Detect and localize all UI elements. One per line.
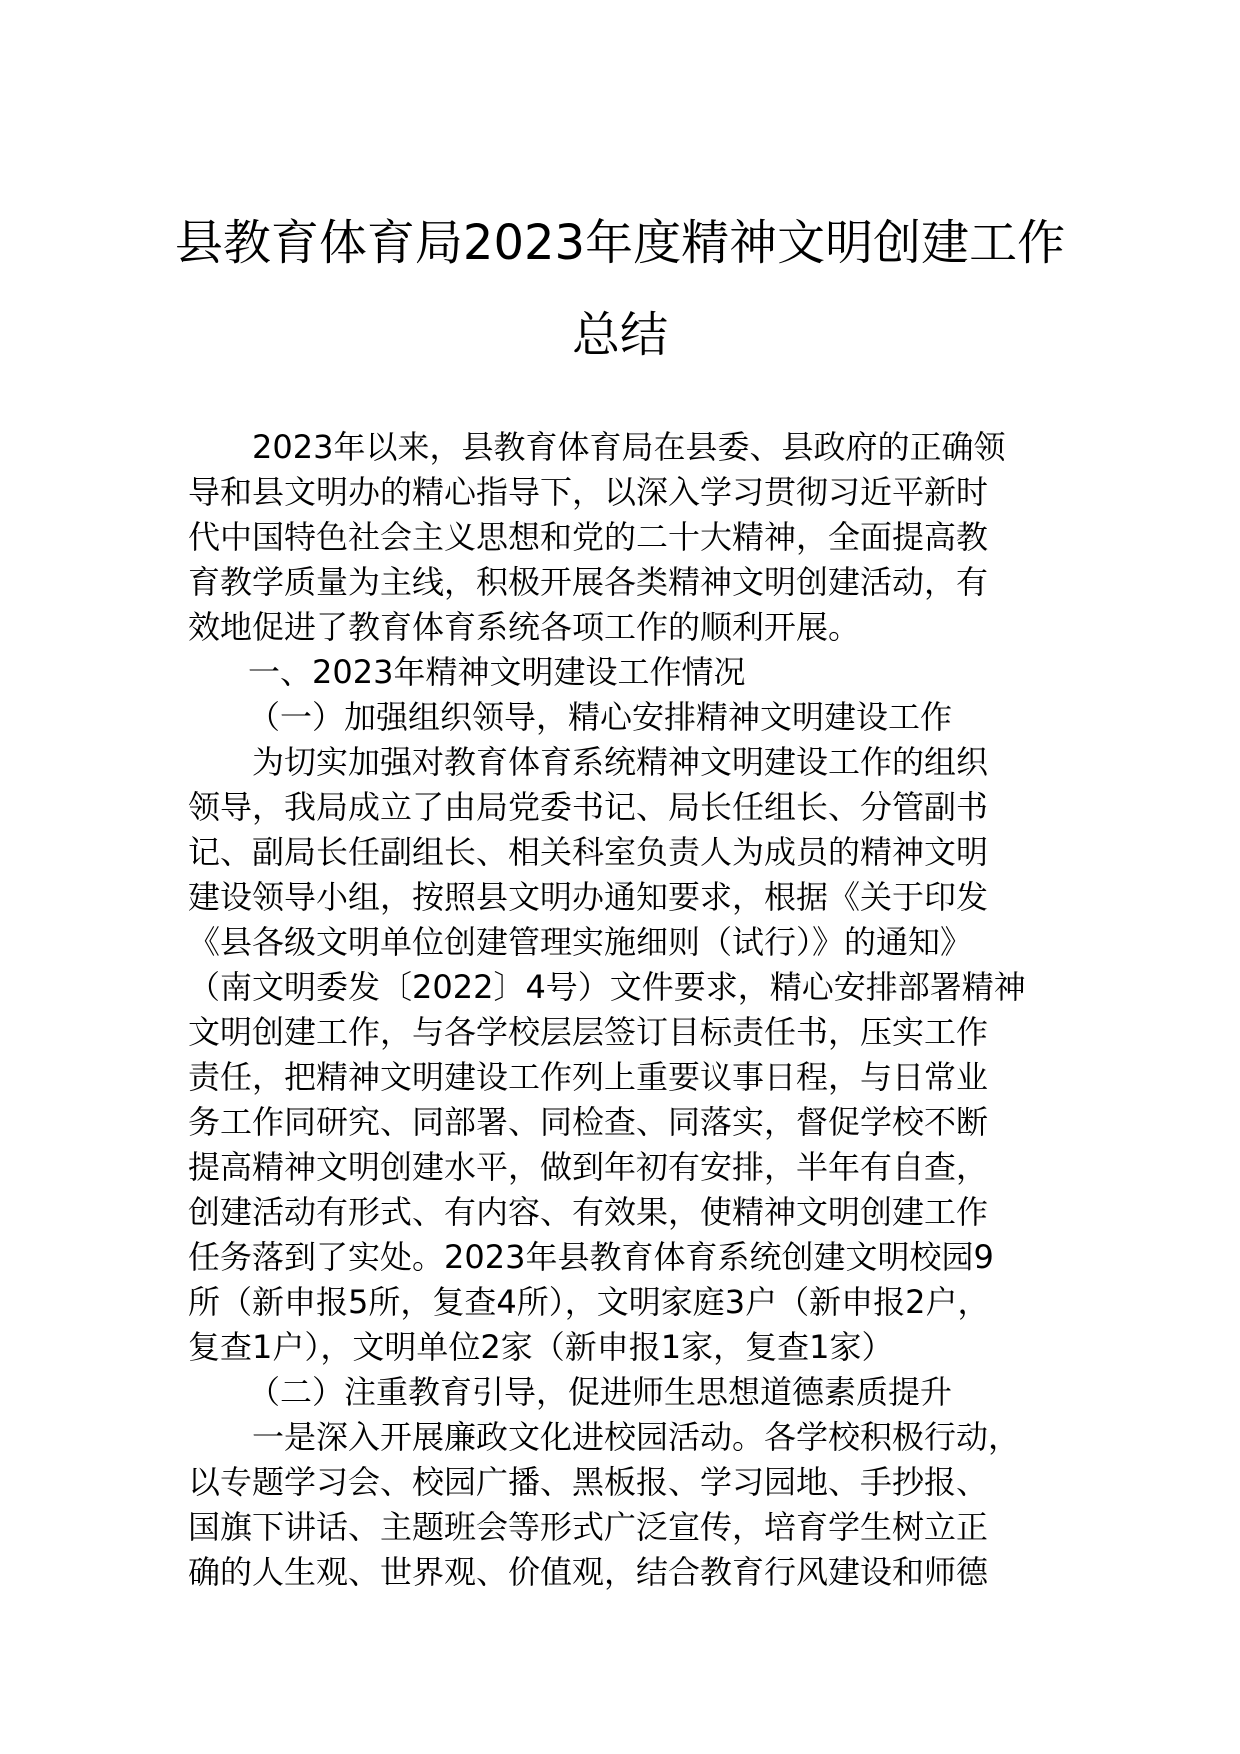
paragraph-line: 建设领导小组，按照县文明办通知要求，根据《关于印发 [188, 878, 989, 916]
paragraph-line: 提高精神文明创建水平，做到年初有安排，半年有自查， [188, 1148, 989, 1186]
paragraph-line: 导和县文明办的精心指导下，以深入学习贯彻习近平新时 [188, 473, 989, 511]
paragraph-line: 代中国特色社会主义思想和党的二十大精神，全面提高教 [188, 518, 989, 556]
paragraph-line: 所（新申报5所，复查4所），文明家庭3户（新申报2户， [188, 1283, 990, 1321]
paragraph-line: 为切实加强对教育体育系统精神文明建设工作的组织 [252, 743, 989, 781]
paragraph-line: 以专题学习会、校园广播、黑板报、学习园地、手抄报、 [188, 1463, 989, 1501]
paragraph-line: 一是深入开展廉政文化进校园活动。各学校积极行动， [252, 1418, 1021, 1456]
paragraph-line: 效地促进了教育体育系统各项工作的顺利开展。 [188, 608, 861, 646]
paragraph-line: 2023年以来，县教育体育局在县委、县政府的正确领 [252, 428, 1006, 466]
paragraph-line: 责任，把精神文明建设工作列上重要议事日程，与日常业 [188, 1058, 989, 1096]
paragraph-line: 《县各级文明单位创建管理实施细则（试行）》的通知》 [188, 923, 973, 961]
paragraph-line: 务工作同研究、同部署、同检查、同落实，督促学校不断 [188, 1103, 989, 1141]
paragraph-line: （南文明委发〔2022〕4号）文件要求，精心安排部署精神 [188, 968, 1026, 1006]
paragraph-line: 国旗下讲话、主题班会等形式广泛宣传，培育学生树立正 [188, 1508, 989, 1546]
document-body [188, 425, 1093, 1595]
paragraph-line: 记、副局长任副组长、相关科室负责人为成员的精神文明 [188, 833, 989, 871]
subsection-heading: （一）加强组织领导，精心安排精神文明建设工作 [248, 698, 953, 736]
paragraph-line: 复查1户），文明单位2家（新申报1家，复查1家） [188, 1328, 894, 1366]
paragraph-line: 任务落到了实处。2023年县教育体育系统创建文明校园9 [188, 1238, 994, 1276]
document-title-line-1: 县教育体育局2023年度精神文明创建工作 [174, 215, 1066, 271]
paragraph-line: 育教学质量为主线，积极开展各类精神文明创建活动，有 [188, 563, 989, 601]
document-title-line-2: 总结 [571, 307, 668, 363]
paragraph-line: 确的人生观、世界观、价值观，结合教育行风建设和师德 [188, 1553, 989, 1591]
paragraph-line: 文明创建工作，与各学校层层签订目标责任书，压实工作 [188, 1013, 989, 1051]
paragraph-line: 创建活动有形式、有内容、有效果，使精神文明创建工作 [188, 1193, 989, 1231]
section-heading: 一、2023年精神文明建设工作情况 [248, 653, 746, 691]
subsection-heading: （二）注重教育引导，促进师生思想道德素质提升 [248, 1373, 953, 1411]
paragraph-line: 领导，我局成立了由局党委书记、局长任组长、分管副书 [188, 788, 989, 826]
